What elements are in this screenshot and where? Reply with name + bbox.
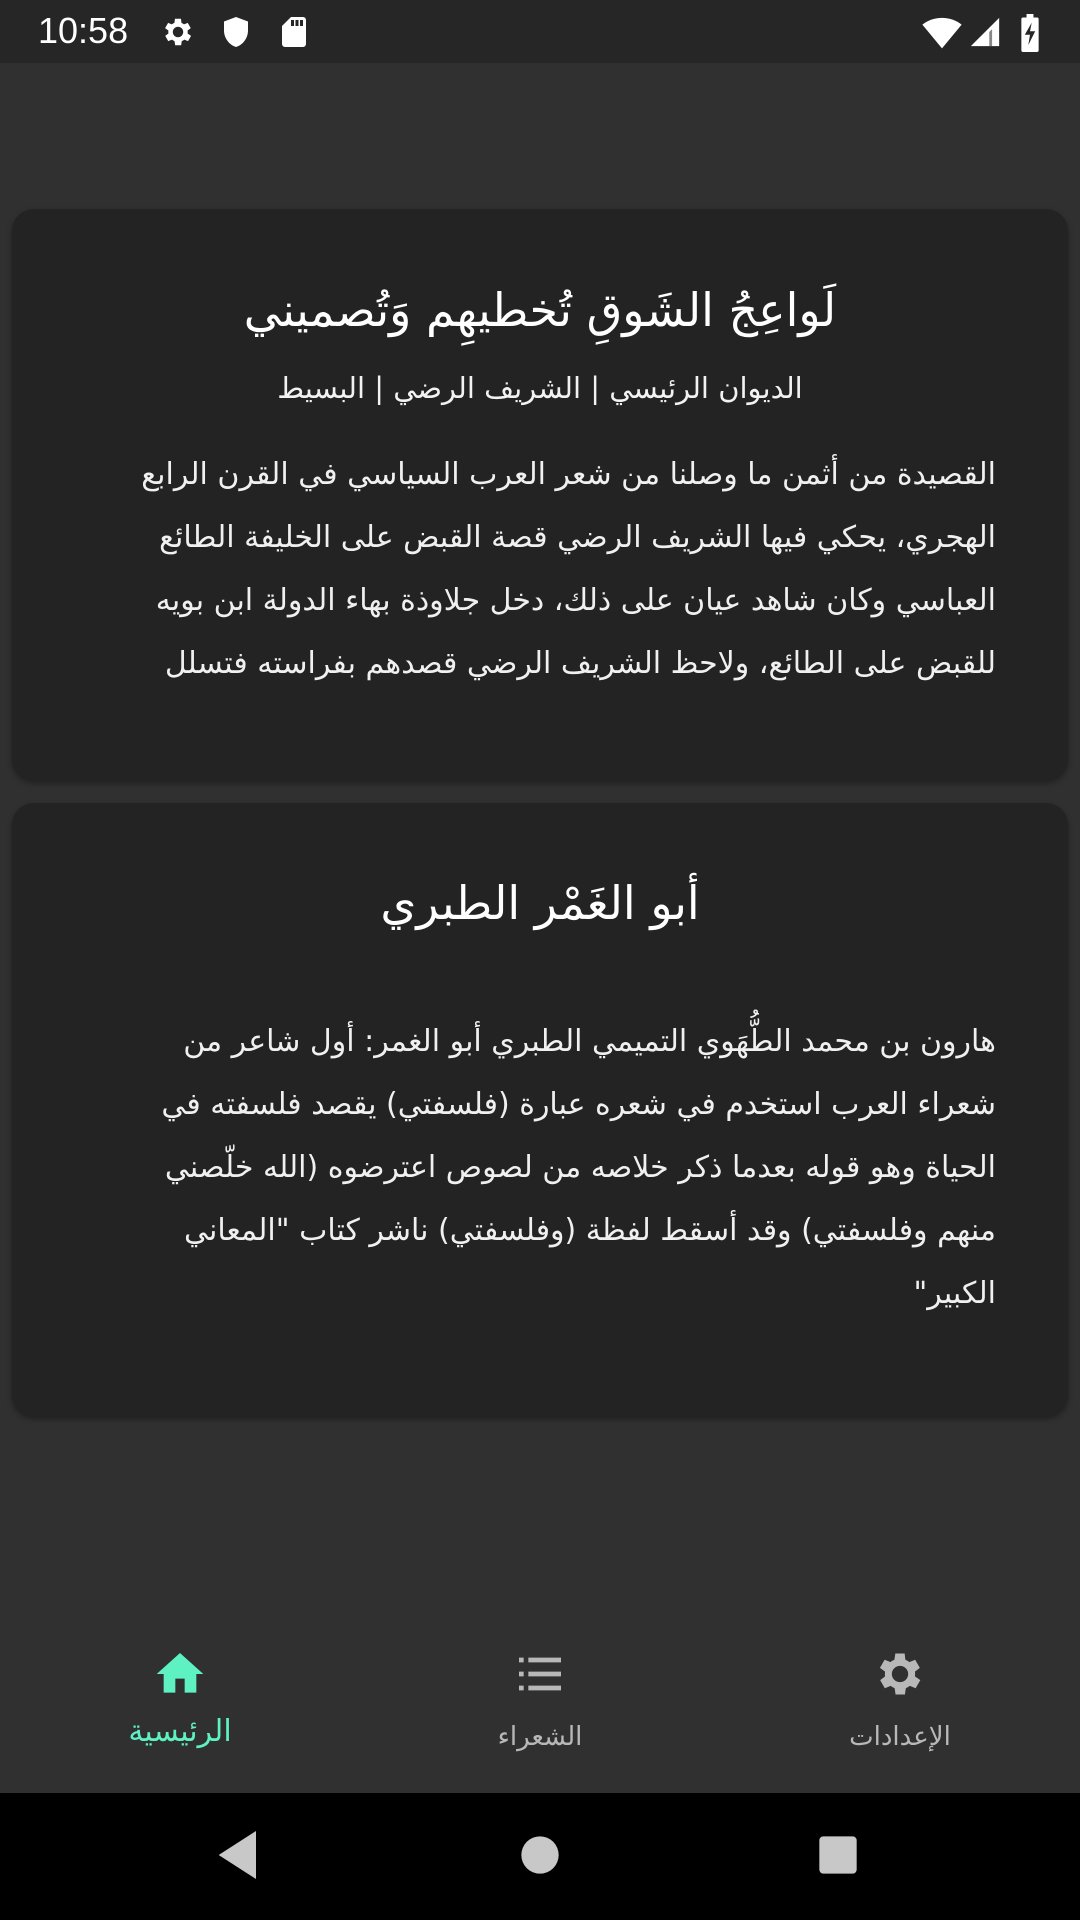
poem-meta: الديوان الرئيسي | الشريف الرضي | البسيط — [277, 371, 803, 405]
status-bar — [0, 0, 1080, 63]
system-navigation-bar — [0, 1793, 1080, 1920]
signal-icon — [968, 14, 1002, 54]
settings-icon — [872, 1646, 928, 1702]
sd-card-icon — [276, 14, 312, 54]
poem-card[interactable] — [12, 209, 1068, 780]
poem-description: القصيدة من أثمن ما وصلنا من شعر العرب السياسي في القرن الرابع الهجري، يحكي فيها الشريف الرضي قصة القبض على الخليفة الطائع العباسي وكان شاهد عيان على ذلك، دخل جلاوذة بهاء الدولة ابن بويه للقبض على الطائع، ولاحظ الشريف الرضي قصدهم بفراسته فتسلل — [141, 457, 996, 681]
status-time: 10:58 — [38, 10, 129, 51]
battery-charging-icon — [1018, 14, 1042, 56]
nav-label-settings: الإعدادات — [849, 1722, 951, 1752]
shield-icon — [218, 14, 254, 54]
wifi-icon — [922, 14, 962, 54]
recents-icon[interactable] — [806, 1823, 870, 1887]
nav-label-poets: الشعراء — [497, 1722, 583, 1752]
home-icon — [152, 1646, 208, 1702]
poet-name: أبو الغَمْر الطبري — [380, 876, 700, 930]
back-icon[interactable] — [208, 1823, 272, 1887]
gear-icon — [160, 14, 196, 54]
poem-title: لَواعِجُ الشَوقِ تُخطيهِم وَتُصميني — [243, 283, 837, 337]
bottom-navigation — [0, 1620, 1080, 1793]
nav-item-settings[interactable] — [720, 1620, 1080, 1793]
nav-item-poets[interactable] — [360, 1620, 720, 1793]
list-icon — [512, 1646, 568, 1702]
nav-label-home: الرئيسية — [128, 1714, 232, 1749]
poet-bio: هارون بن محمد الطُّهَوي التميمي الطبري أبو الغمر: أول شاعر من شعراء العرب استخدم في شعره عبارة (فلسفتي) يقصد فلسفته في الحياة وهو قوله بعدما ذكر خلاصه من لصوص اعترضوه (الله خلّصني منهم وفلسفتي) وقد أسقط لفظة (وفلسفتي) ناشر كتاب "المعاني الكبير" — [161, 1024, 996, 1311]
home-circle-icon[interactable] — [508, 1823, 572, 1887]
nav-item-home[interactable] — [0, 1620, 360, 1793]
poet-card[interactable] — [12, 803, 1068, 1416]
